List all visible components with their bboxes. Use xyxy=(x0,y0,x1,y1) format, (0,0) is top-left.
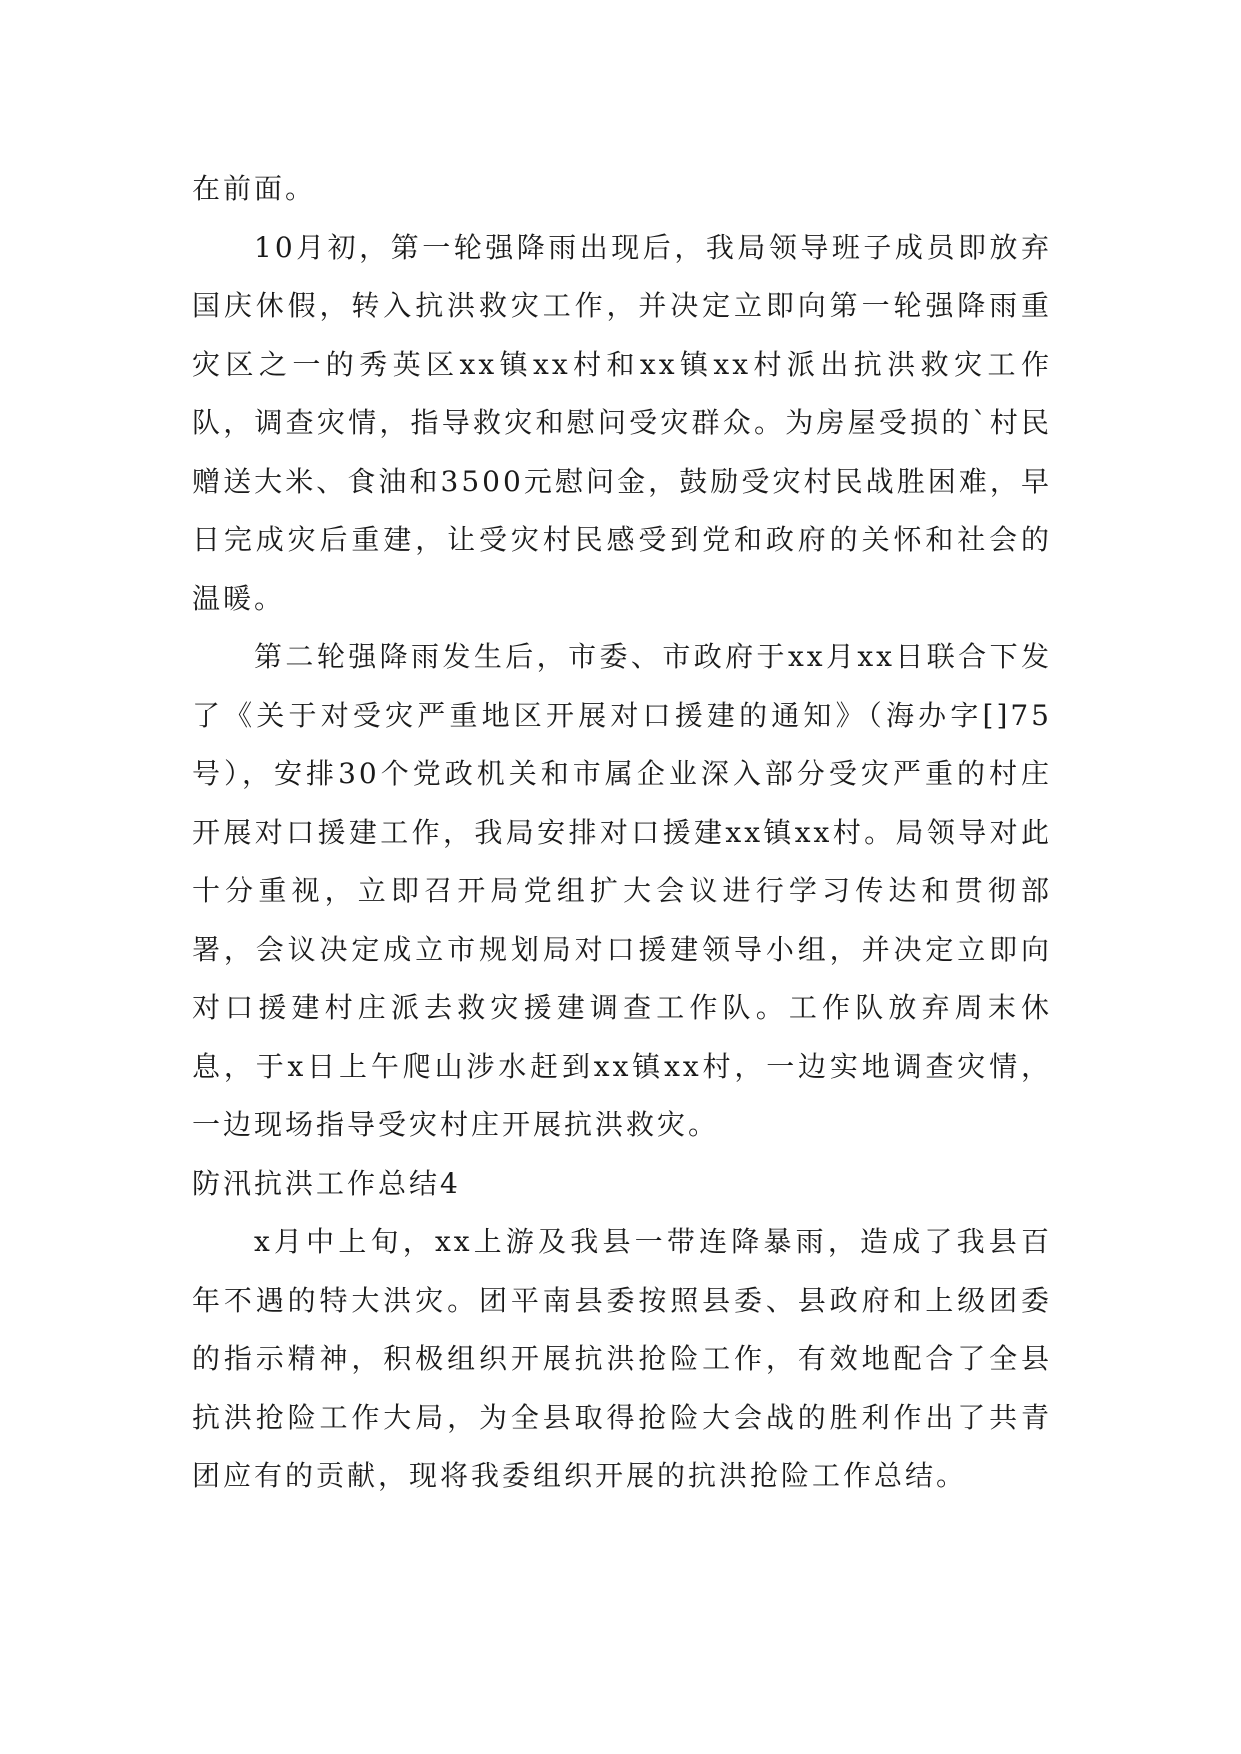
paragraph-summary-intro: x月中上旬，xx上游及我县一带连降暴雨，造成了我县百年不遇的特大洪灾。团平南县委按照县委、县政府和上级团委的指示精神，积极组织开展抗洪抢险工作，有效地配合了全县抗洪抢险工作大局，为全县取得抢险大会战的胜利作出了共青团应有的贡献，现将我委组织开展的抗洪抢险工作总结。 xyxy=(192,1225,1052,1492)
paragraph-continuation: 在前面。 xyxy=(192,172,317,205)
paragraph-second-rainfall: 第二轮强降雨发生后，市委、市政府于xx月xx日联合下发了《关于对受灾严重地区开展对口援建的通知》（海办字[]75号），安排30个党政机关和市属企业深入部分受灾严重的村庄开展对口援建工作，我局安排对口援建xx镇xx村。局领导对此十分重视，立即召开局党组扩大会议进行学习传达和贯彻部署，会议决定成立市规划局对口援建领导小组，并决定立即向对口援建村庄派去救灾援建调查工作队。工作队放弃周末休息，于x日上午爬山涉水赶到xx镇xx村，一边实地调查灾情，一边现场指导受灾村庄开展抗洪救灾。 xyxy=(192,640,1052,1141)
section-heading: 防汛抗洪工作总结4 xyxy=(192,1166,461,1200)
paragraph-first-rainfall: 10月初，第一轮强降雨出现后，我局领导班子成员即放弃国庆休假，转入抗洪救灾工作，并决定立即向第一轮强降雨重灾区之一的秀英区xx镇xx村和xx镇xx村派出抗洪救灾工作队，调查灾情，指导救灾和慰问受灾群众。为房屋受损的`村民赠送大米、食油和3500元慰问金，鼓励受灾村民战胜困难，早日完成灾后重建，让受灾村民感受到党和政府的关怀和社会的温暖。 xyxy=(192,230,1052,615)
document-body xyxy=(192,160,1052,1506)
